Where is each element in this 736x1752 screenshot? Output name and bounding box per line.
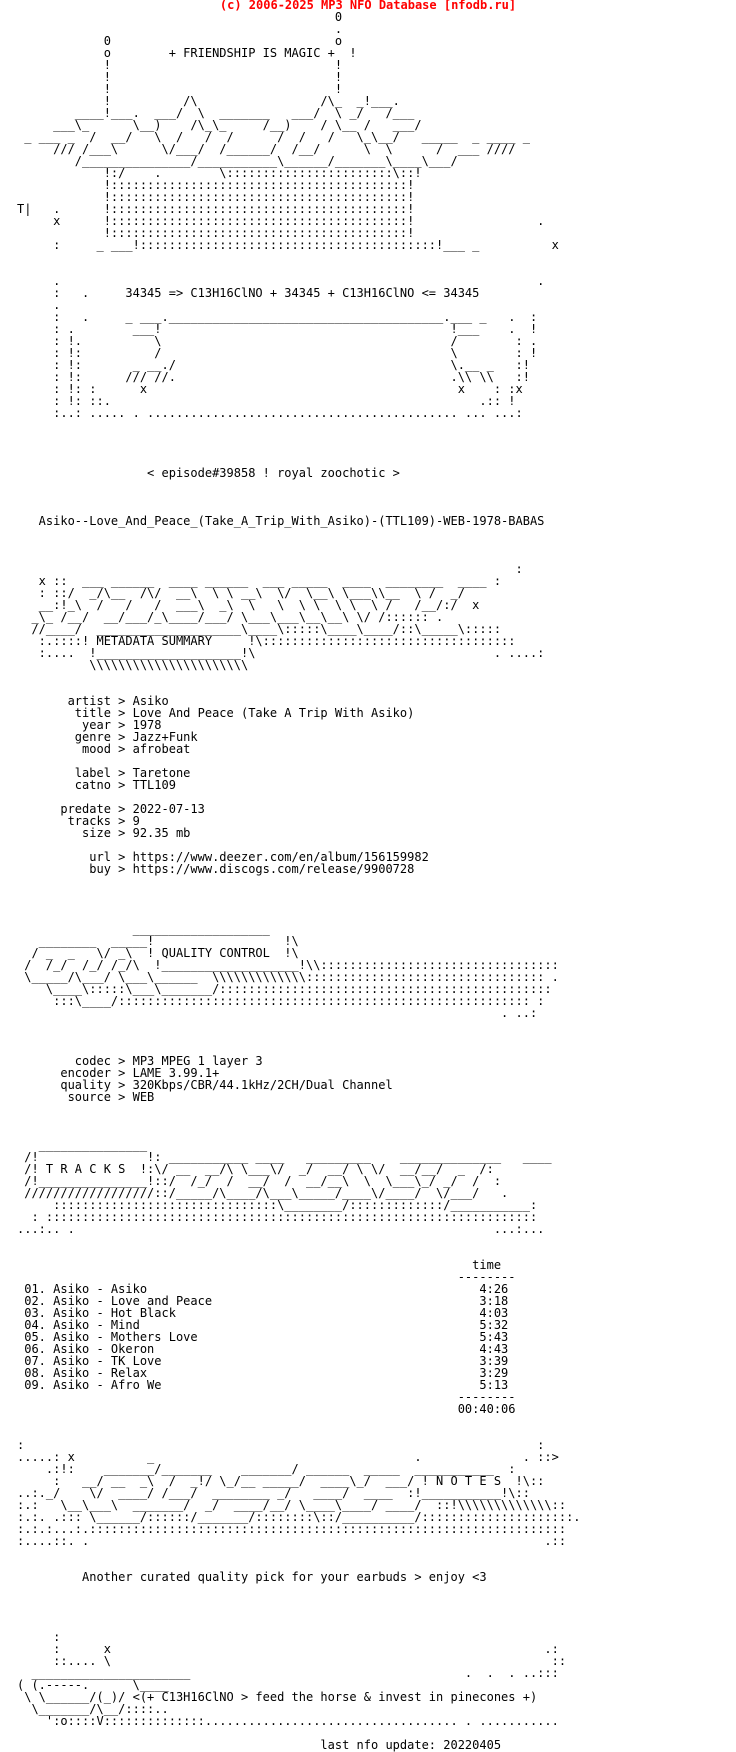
- nfo-line: 02. Asiko - Love and Peace 3:18: [17, 1294, 509, 1308]
- nfo-line: label > Taretone: [17, 766, 191, 780]
- nfo-line: !:::::::::::::::::::::::::::::::::::::::::!: [17, 178, 415, 192]
- nfo-line: :: [17, 562, 523, 576]
- nfo-line: ':o::::V::::::::::::::................................... . ...........: [17, 1714, 559, 1728]
- nfo-line: [17, 1019, 581, 1031]
- nfo-line: 0: [17, 10, 343, 24]
- nfo-line: : !: /// //. .\\ \\ :!: [17, 370, 530, 384]
- nfo-line: ! !: [17, 82, 343, 96]
- nfo-line: quality > 320Kbps/CBR/44.1kHz/2CH/Dual Channel: [17, 1078, 393, 1092]
- nfo-line: //____/ ____________________\____\:::::\____\____/::\_____\:::::: [17, 622, 502, 636]
- nfo-line: --------: [17, 1270, 516, 1284]
- nfo-line: [17, 443, 581, 455]
- nfo-line: / /_/ /_/ /_/\ !___________________!\\:::::::::::::::::::::::::::::::::: [17, 958, 559, 972]
- nfo-line: : x .:: [17, 1642, 559, 1656]
- nfo-line: tracks > 9: [17, 814, 140, 828]
- nfo-line: [17, 527, 581, 539]
- nfo-line: genre > Jazz+Funk: [17, 730, 198, 744]
- nfo-line: ______________________ . . . ..:::: [17, 1666, 559, 1680]
- nfo-line: : !. \ / : .: [17, 334, 538, 348]
- nfo-line: : !: : x x : :x: [17, 382, 523, 396]
- nfo-line: /! !: ___________ ____ _________ ______________ ____: [17, 1150, 552, 1164]
- nfo-line: < episode#39858 ! royal zoochotic >: [17, 466, 400, 480]
- nfo-line: [17, 1595, 581, 1607]
- nfo-line: [17, 479, 581, 491]
- nfo-line: predate > 2022-07-13: [17, 802, 205, 816]
- nfo-line: ::.... \ ::: [17, 1654, 567, 1668]
- nfo-line: : . 34345 => C13H16ClNO + 34345 + C13H16ClNO <= 34345: [17, 286, 480, 300]
- nfo-line: [17, 1031, 581, 1043]
- nfo-line: [17, 899, 581, 911]
- nfo-line: Another curated quality pick for your earbuds > enjoy <3: [17, 1570, 487, 1584]
- nfo-line: .....: x _ . . ::>: [17, 1450, 559, 1464]
- nfo-line: \ \______/(_)/ <(+ C13H16ClNO > feed the horse & invest in pinecones +): [17, 1690, 538, 1704]
- nfo-line: .:!: _______/_______ _______/ ______ _____ ___________ :: [17, 1462, 516, 1476]
- nfo-line: [17, 491, 581, 503]
- nfo-line: [17, 251, 581, 263]
- nfo-line: :.:. .::: \______/::::::/_______/::::::::\::/__________/:::::::::::::::::::::.: [17, 1510, 581, 1524]
- nfo-line: x :: ___ ______ ____ ______ ___ _____ ____ ________ ____ :: [17, 574, 502, 588]
- nfo-line: [17, 671, 581, 683]
- nfo-line: last nfo update: 20220405: [17, 1738, 502, 1752]
- nfo-line: ! !: [17, 70, 343, 84]
- nfo-line: [17, 1103, 581, 1115]
- nfo-line: ..:._/ \/ ____/ /___/ ________ _/ ____/ ____ :!___________!\::: [17, 1486, 530, 1500]
- nfo-line: /! T R A C K S !:\/ __ __/\ \___\/ _/ __/ \ \/ __/__/ _ /:: [17, 1162, 494, 1176]
- nfo-line: 0 o: [17, 34, 343, 48]
- nfo-line: 05. Asiko - Mothers Love 5:43: [17, 1330, 509, 1344]
- nfo-line: ...:.. . ...:...: [17, 1222, 545, 1236]
- nfo-line: : _ ___!:::::::::::::::::::::::::::::::::::::::::!___ _ x: [17, 238, 559, 252]
- nfo-line: ! !: [17, 58, 343, 72]
- nfo-line: 08. Asiko - Relax 3:29: [17, 1366, 509, 1380]
- nfo-line: year > 1978: [17, 718, 162, 732]
- nfo-line: [17, 1547, 581, 1559]
- nfo-line: : ::/ _/\__ /\/ __\ \ \ __\ \/ \__\ \___\\__ \ / _/: [17, 586, 465, 600]
- nfo-line: ___\_ \__) /\_\_ /__) / \__ / ___/: [17, 118, 422, 132]
- nfo-line: !:/ . \:::::::::::::::::::::::\::!: [17, 166, 422, 180]
- nfo-line: : !: _ __./ \.__ _ :!: [17, 358, 530, 372]
- nfo-line: \____\:::::\___\_______/::::::::::::::::::::::::::::::::::::::::::::::: [17, 982, 552, 996]
- nfo-line: codec > MP3 MPEG 1 layer 3: [17, 1054, 263, 1068]
- nfo-line: : . _ ___.______________________________________.___ _ . :: [17, 310, 538, 324]
- nfo-line: :::\____/::::::::::::::::::::::::::::::::::::::::::::::::::::::::: :: [17, 994, 545, 1008]
- nfo-line: [17, 419, 581, 431]
- nfo-line: :: [17, 1630, 61, 1644]
- nfo-line: 03. Asiko - Hot Black 4:03: [17, 1306, 509, 1320]
- nfo-line: artist > Asiko: [17, 694, 169, 708]
- nfo-line: :.::::! METADATA SUMMARY !\:::::::::::::::::::::::::::::::::::: [17, 634, 516, 648]
- nfo-line: [17, 539, 581, 551]
- nfo-line: ! /\ /\_ _!___.: [17, 94, 400, 108]
- nfo-text-body: [17, 11, 581, 1751]
- nfo-line: //////////////////::/_____/\____/\___\_____/____\/____/ \/___/ .: [17, 1186, 509, 1200]
- nfo-line: _\_ /__/ __/___/_\____/___/ \___\___\__\__\ \/ /:::::: .: [17, 610, 444, 624]
- nfo-line: [17, 875, 581, 887]
- nfo-line: o + FRIENDSHIP IS MAGIC + !: [17, 46, 357, 60]
- nfo-line: buy > https://www.discogs.com/release/9900728: [17, 862, 415, 876]
- nfo-line: \_______/\__/::::..: [17, 1702, 169, 1716]
- nfo-line: [17, 1607, 581, 1619]
- nfo-line: !:::::::::::::::::::::::::::::::::::::::::!: [17, 190, 415, 204]
- nfo-line: .: [17, 22, 343, 36]
- nfo-line: [17, 1727, 581, 1739]
- nfo-line: T| . !:::::::::::::::::::::::::::::::::::::::::!: [17, 202, 415, 216]
- nfo-line: encoder > LAME 3.99.1+: [17, 1066, 220, 1080]
- nfo-line: : !: ::. .:: !: [17, 394, 516, 408]
- nfo-line: \\\\\\\\\\\\\\\\\\\\\\: [17, 658, 249, 672]
- nfo-line: !:::::::::::::::::::::::::::::::::::::::::!: [17, 226, 415, 240]
- nfo-line: catno > TTL109: [17, 778, 176, 792]
- nfo-line: [17, 1115, 581, 1127]
- nfo-line: [17, 1619, 581, 1631]
- nfo-line: : :: [17, 1438, 545, 1452]
- nfo-line: ___________________: [17, 922, 270, 936]
- nfo-line: :.... !____________________!\ . ....:: [17, 646, 545, 660]
- nfo-line: source > WEB: [17, 1090, 155, 1104]
- nfo-line: : ::::::::::::::::::::::::::::::::::::::::::::::::::::::::::::::::::::: [17, 1210, 538, 1224]
- nfo-line: /// /___\ \/___/ /______/ /__/ \ \ / ___ ////: [17, 142, 516, 156]
- nfo-line: time: [17, 1258, 502, 1272]
- nfo-line: size > 92.35 mb: [17, 826, 191, 840]
- nfo-line: [17, 1415, 581, 1427]
- nfo-line: ( (.-----. \____: [17, 1678, 169, 1692]
- nfo-line: :..: ..... . ........................................... ... ...:: [17, 406, 523, 420]
- nfo-line: mood > afrobeat: [17, 742, 191, 756]
- nfo-line: ________ _____! !\: [17, 934, 299, 948]
- nfo-line: :.:.:...:.::::::::::::::::::::::::::::::::::::::::::::::::::::::::::::::::::: [17, 1522, 567, 1536]
- nfo-line: 04. Asiko - Mind 5:32: [17, 1318, 509, 1332]
- nfo-line: _ ___ _ / __/ \ / / / / / / \_\__/ _____ _ ____ _: [17, 130, 530, 144]
- nfo-line: /!_______________!::/ /_/ / __/ / __/__\ \ \___\_/ _/ / :: [17, 1174, 502, 1188]
- nfo-line: . ..:: [17, 1006, 538, 1020]
- nfo-line: url > https://www.deezer.com/en/album/156159982: [17, 850, 429, 864]
- nfo-line: [17, 1583, 581, 1595]
- nfo-line: :....::. . .::: [17, 1534, 567, 1548]
- nfo-line: ____!___. ___/ \ _______ ___/ \ _/ /___: [17, 106, 415, 120]
- nfo-line: [17, 1235, 581, 1247]
- nfo-line: : . ___! !___ . !: [17, 322, 538, 336]
- nfo-line: Asiko--Love_And_Peace_(Take_A_Trip_With_Asiko)-(TTL109)-WEB-1978-BABAS: [17, 514, 545, 528]
- nfo-line: 01. Asiko - Asiko 4:26: [17, 1282, 509, 1296]
- nfo-line: :::::::::::::::::::::::::::::::\________/:::::::::::::/___________:: [17, 1198, 538, 1212]
- nfo-line: title > Love And Peace (Take A Trip With Asiko): [17, 706, 415, 720]
- nfo-line: : !: / \ : !: [17, 346, 538, 360]
- nfo-line: x !:::::::::::::::::::::::::::::::::::::::::! .: [17, 214, 545, 228]
- nfo-line: --------: [17, 1390, 516, 1404]
- nfo-line: / _ _ \/ _\ ! QUALITY CONTROL !\: [17, 946, 299, 960]
- nfo-line: /_______________/___________\______/_______\____\___/: [17, 154, 458, 168]
- nfo-line: _______________: [17, 1138, 148, 1152]
- nfo-line: 06. Asiko - Okeron 4:43: [17, 1342, 509, 1356]
- nfo-line: 00:40:06: [17, 1402, 516, 1416]
- nfo-line: : __/ __ _\ / _!/ \_/__ _____/ ____\_/ ___/ ! N O T E S !\::: [17, 1474, 545, 1488]
- nfo-line: 07. Asiko - TK Love 3:39: [17, 1354, 509, 1368]
- nfo-line: . .: [17, 274, 545, 288]
- nfo-line: 09. Asiko - Afro We 5:13: [17, 1378, 509, 1392]
- nfo-line: .: [17, 298, 61, 312]
- nfo-line: __:!_\ / / / ___\ _\ \ \ \ \ \ \ \ / /__/:/ x: [17, 598, 480, 612]
- nfo-line: :.: \__\___\ _______/ _/ ____/__/ \____\____/ ____/ ::!\\\\\\\\\\\\\::: [17, 1498, 567, 1512]
- site-credit-header: (c) 2006-2025 MP3 NFO Database [nfodb.ru]: [219, 0, 517, 12]
- nfo-line: [17, 887, 581, 899]
- nfo-line: [17, 431, 581, 443]
- nfo-line: \_____/\___/ \___\______ \\\\\\\\\\\\\::::::::::::::::::::::::::::::::: .: [17, 970, 559, 984]
